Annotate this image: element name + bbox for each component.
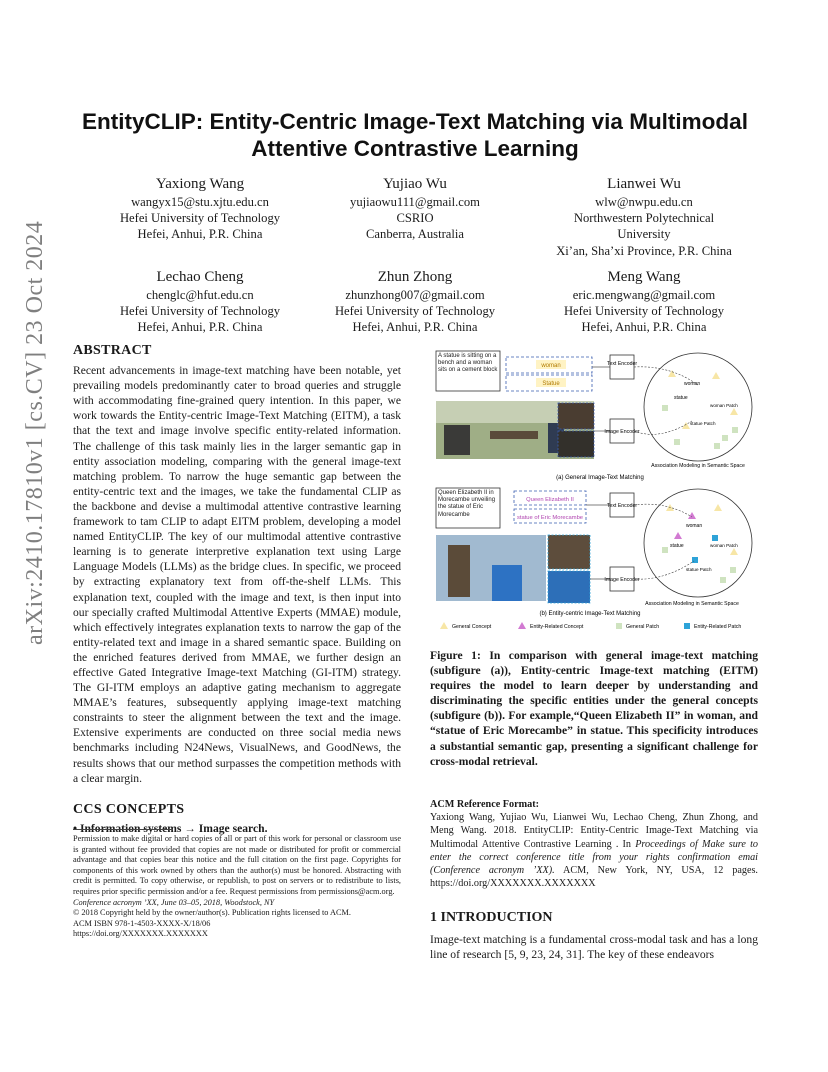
entity-patch-square [692, 557, 698, 563]
author-location: Canberra, Australia [366, 227, 464, 242]
patch-square [732, 427, 738, 433]
crop-a2 [558, 431, 594, 457]
space-caption-b: Association Modeling in Semantic Space [645, 601, 739, 607]
photo-queen [492, 565, 522, 601]
legend-general-patch: General Patch [626, 624, 660, 630]
patch-square [722, 435, 728, 441]
author-email[interactable]: zhunzhong007@gmail.com [345, 288, 485, 302]
ccs-heading: CCS CONCEPTS [73, 801, 185, 817]
legend-entity-concept: Entity-Related Concept [530, 624, 584, 630]
intro-heading: 1 INTRODUCTION [430, 910, 553, 925]
acm-ref-heading: ACM Reference Format: [430, 799, 539, 810]
intro-text: Image-text matching is a fundamental cross-modal task and has a long line of research [5, 9, 23, 24, 31]. The key of these endeavors [430, 933, 758, 962]
subfigure-a-caption: (a) General Image-Text Matching [556, 475, 644, 481]
permission-block [73, 834, 401, 940]
figure-caption: Figure 1: In comparison with general image-text matching (subfigure (a)), Entity-centric Image-text matching (EITM) requires the model to learn deeper by understanding and discriminating the specific entities under the general concepts (subfigure (b)). For example,“Queen Elizabeth II” in woman, and “statue of Eric Morecambe” in statue. This specificity introduces a substantial semantic gap, presenting a significant challenge for cross-modal retrieval. [430, 649, 758, 768]
entity-patch-square [712, 535, 718, 541]
subfigure-b-caption: (b) Entity-centric Image-Text Matching [539, 611, 641, 617]
author-affiliation: Hefei University of Technology [119, 304, 281, 319]
legend-entity-concept-icon [518, 622, 526, 629]
woman-tag: woman [541, 363, 561, 369]
author-affiliation: CSRIO [396, 211, 434, 226]
ccs-item: • Information systems → Image search. [73, 821, 268, 835]
author-location: Hefei, Anhui, P.R. China [352, 320, 478, 335]
space-woman-patch: woman Patch [710, 403, 738, 408]
text-encoder-label: Text Encoder [606, 503, 638, 509]
statue-eric-tag: statue of Eric Morecambe [516, 515, 584, 521]
author-name: Zhun Zhong [377, 269, 453, 285]
space-statue-patch: statue Patch [686, 567, 712, 572]
figure-legend [440, 622, 741, 630]
author-name: Meng Wang [607, 269, 681, 285]
author-location: Xi’an, Sha’xi Province, P.R. China [556, 243, 732, 258]
abstract-body: Recent advancements in image-text matching have been notable, yet prevailing models predominantly cater to broad queries and struggle with accommodating fine-grained query intention. In this paper, we work towards the Entity-centric Image-Text Matching (EITM), a task that the text and image involve specific entity-related information. The challenge of this task mainly lies in the larger semantic gap in entity association modeling, comparing with the general image-text matching problem. To narrow the huge semantic gap between the entity-centric text and the images, we take the fundamental CLIP as the backbone and devise a multimodal attentive contrastive learning framework to tam CLIP to adapt EITM problem, developing a model named EntityCLIP. The key of our multimodal attentive contrastive learning is to generate interpretive explanation text using Large Language Models (LLMs) as the bridge clues. In specific, we proceed by extracting explanatory text from off-the-shelf LLMs. This explanation text, coupled with the image and text, is then input into our specially crafted Multimodal Attentive Experts (MMAE) module, which effectively integrates explanation texts to narrow the gap of the entity-related text and image in a shared semantic space. Building on the enriched features derived from MMAE, we further design an effective Gated Integrative Image-text Matching (GI-ITM) strategy. The GI-ITM employs an adaptive gating mechanism to aggregate MMAE’s features, subsequently applying image-text matching constraints to steer the alignment between the text and the image. Extensive experiments are conducted on three social media news benchmarks including N24News, VisualNews, and GoodNews, the results shows that our method surpasses the competition methods with a clear margin. [73, 364, 401, 785]
patch-square [662, 405, 668, 411]
photo-statue-eric [448, 545, 470, 597]
author-email[interactable]: chenglc@hfut.edu.cn [146, 288, 254, 302]
acm-reference [430, 798, 758, 890]
image-encoder-label: Image Encoder [604, 577, 640, 583]
patch-square [662, 547, 668, 553]
author-name: Lechao Cheng [156, 269, 244, 285]
patch-square [720, 577, 726, 583]
subfigure-a [436, 351, 752, 481]
legend-general-concept-icon [440, 622, 448, 629]
crop-b1 [548, 535, 590, 569]
space-statue: statue [674, 395, 688, 401]
paper-title: EntityCLIP: Entity-Centric Image-Text Matching via Multimodal Attentive Contrastive Learning [82, 109, 748, 161]
crop-b2 [548, 571, 590, 603]
space-woman: woman [686, 523, 703, 529]
queen-tag: Queen Elizabeth II [526, 497, 574, 503]
author-card [100, 174, 300, 243]
statue-tag: Statue [542, 381, 560, 387]
patch-square [674, 439, 680, 445]
author-name: Yujiao Wu [383, 176, 447, 192]
crop-a1 [558, 403, 594, 429]
text-encoder-label: Text Encoder [606, 361, 638, 367]
abstract-heading: ABSTRACT [73, 343, 152, 358]
space-woman-patch: woman Patch [710, 543, 738, 548]
author-affiliation: Hefei University of Technology [119, 211, 281, 226]
figure-1 [430, 345, 760, 635]
abstract-section [73, 343, 401, 836]
patch-square [730, 567, 736, 573]
author-email[interactable]: wangyx15@stu.xjtu.edu.cn [131, 195, 269, 209]
image-encoder-label: Image Encoder [604, 429, 640, 435]
acm-ref-venue: Proceedings of Make sure to enter the correct conference title from your rights confirmation emai (Conference acronym ’XX). [430, 838, 759, 877]
space-woman: woman [684, 381, 701, 387]
author-email[interactable]: wlw@nwpu.edu.cn [595, 195, 693, 209]
acm-ref-text: Yaxiong Wang, Yujiao Wu, Lianwei Wu, Lechao Cheng, Zhun Zhong, and Meng Wang. 2018. EntityCLIP: Entity-Centric Image-Text Matching via Multimodal Attentive Contrastive Learning . In [430, 812, 758, 850]
acm-ref-body [430, 811, 758, 890]
legend-general-patch-icon [616, 623, 622, 629]
permission-text: Permission to make digital or hard copies of all or part of this work for personal or classroom use is granted without fee provided that copies are not made or distributed for profit or commercial advantage and that copies bear this notice and the full citation on the first page. Copyrights for components of this work owned by others than the author(s) must be honored. Abstracting with credit is permitted. To copy otherwise, or republish, to post on servers or to redistribute to lists, requires prior specific permission and/or a fee. Request permissions from permissions@acm.org. [73, 834, 401, 896]
conference-line: Conference acronym ’XX, June 03–05, 2018, Woodstock, NY [73, 897, 275, 907]
legend-general-concept: General Concept [452, 624, 492, 630]
author-location: Hefei, Anhui, P.R. China [137, 227, 263, 242]
photo-statue-figure [444, 425, 470, 455]
copyright-line: © 2018 Copyright held by the owner/author(s). Publication rights licensed to ACM. [73, 908, 351, 918]
space-statue: statue [670, 543, 684, 549]
space-caption-a: Association Modeling in Semantic Space [651, 463, 745, 469]
author-location: Hefei, Anhui, P.R. China [137, 320, 263, 335]
author-email[interactable]: eric.mengwang@gmail.com [572, 288, 716, 302]
text-encoder-box [610, 355, 634, 379]
legend-entity-patch-icon [684, 623, 690, 629]
author-email[interactable]: yujiaowu111@gmail.com [350, 195, 480, 209]
legend-entity-patch: Entity-Related Patch [694, 624, 742, 630]
space-statue-patch: statue Patch [690, 421, 716, 426]
footnote-rule [73, 829, 173, 830]
author-card [315, 174, 515, 243]
isbn-line: ACM ISBN 978-1-4503-XXXX-X/18/06 [73, 918, 211, 928]
doi-link[interactable]: https://doi.org/XXXXXXX.XXXXXXX [73, 929, 208, 939]
author-card [522, 267, 766, 336]
query-text: Queen Elizabeth II in Morecambe unveiling the statue of Eric Morecambe [438, 490, 496, 518]
patch-square [714, 443, 720, 449]
author-card [522, 174, 766, 259]
author-location: Hefei, Anhui, P.R. China [581, 320, 707, 335]
author-name: Yaxiong Wang [155, 176, 245, 192]
author-affiliation: Hefei University of Technology [334, 304, 496, 319]
query-text: A statue is sitting on a bench and a woman sits on a cement block [438, 353, 498, 374]
author-affiliation-cont: University [617, 227, 671, 242]
author-name: Lianwei Wu [607, 176, 681, 192]
author-card [100, 267, 300, 336]
author-card [315, 267, 515, 336]
photo-bench [490, 431, 538, 439]
arxiv-stamp: arXiv:2410.17810v1 [cs.CV] 23 Oct 2024 [22, 220, 48, 645]
acm-ref-tail: ACM, New York, NY, USA, 12 pages. https://doi.org/XXXXXXX.XXXXXXX [430, 865, 758, 890]
author-affiliation: Hefei University of Technology [563, 304, 725, 319]
author-affiliation: Northwestern Polytechnical [573, 211, 715, 226]
subfigure-b [436, 488, 752, 617]
